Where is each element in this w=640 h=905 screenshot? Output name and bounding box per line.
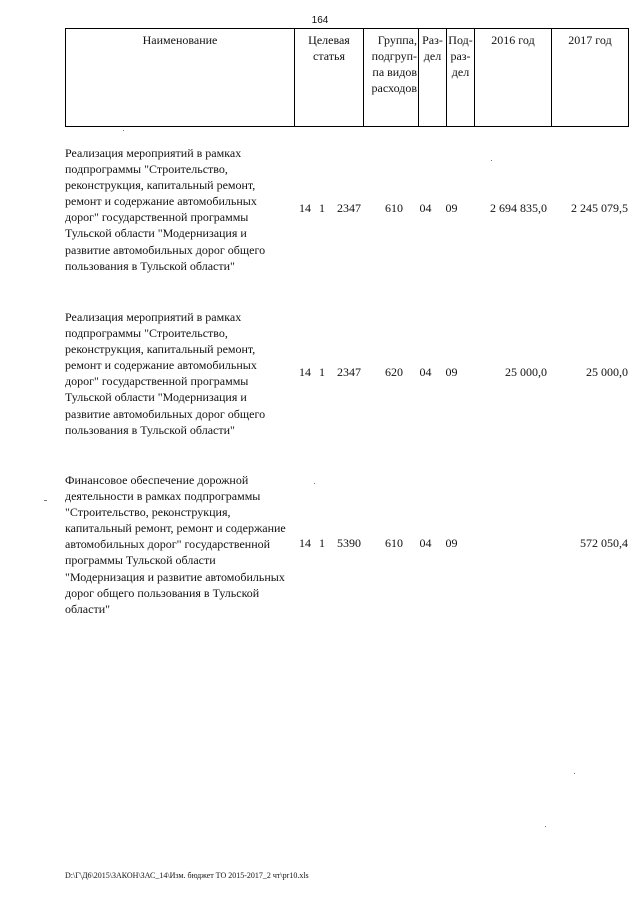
target-code-program: 14 [299,365,311,379]
target-code-program: 14 [299,201,311,215]
amount-2017: 2 245 079,5 [571,201,628,215]
scan-speck [44,500,47,501]
header-target-article: Целевая статья [295,29,364,127]
table-header [65,28,629,127]
scan-speck [314,483,315,484]
header-2017: 2017 год [552,29,629,127]
row-description: Финансовое обеспечение дорожной деятельности в рамках подпрограммы "Строительство, реконструкция, капитальный ремонт, ремонт и содержание автомобильных дорог" государственной программы Тульской области "Модернизация и развитие автомобильных дорог общего пользования в Тульской области" [65,473,286,616]
expense-group: 610 [385,536,403,550]
header-subsection: Под-раз-дел [447,29,475,127]
header-section: Раз-дел [419,29,447,127]
subsection: 09 [445,365,458,379]
expense-group: 610 [385,201,403,215]
scan-speck [545,826,546,827]
row-description: Реализация мероприятий в рамках подпрограммы "Строительство, реконструкция, капитальный ремонт, ремонт и содержание автомобильных дорог" государственной программы Тульской области "Модернизация и развитие автомобильных дорог общего пользования в Тульской области" [65,310,266,437]
target-code-direction: 2347 [337,365,361,379]
amount-2016: 25 000,0 [505,365,547,379]
amount-2016: 2 694 835,0 [490,201,547,215]
section: 04 [419,365,432,379]
subsection: 09 [445,536,458,550]
expense-group: 620 [385,365,403,379]
section: 04 [419,201,432,215]
section: 04 [419,536,432,550]
scan-speck [574,773,575,774]
target-code-subprogram: 1 [319,201,325,215]
subsection: 09 [445,201,458,215]
amount-2017: 25 000,0 [586,365,628,379]
page-number: 164 [311,15,329,26]
target-code-program: 14 [299,536,311,550]
target-code-subprogram: 1 [319,365,325,379]
target-code-direction: 2347 [337,201,361,215]
file-path-footer: D:\Г\Д6\2015\ЗАКОН\ЗАС_14\Изм. бюджет ТО 2015-2017_2 чт\pr10.xls [65,871,309,880]
header-2016: 2016 год [475,29,552,127]
header-expense-group: Группа, подгруп-па видов расходов [364,29,419,127]
amount-2017: 572 050,4 [580,536,628,550]
row-description: Реализация мероприятий в рамках подпрограммы "Строительство, реконструкция, капитальный ремонт, ремонт и содержание автомобильных дорог" государственной программы Тульской области "Модернизация и развитие автомобильных дорог общего пользования в Тульской области" [65,146,266,273]
scan-speck [491,160,492,161]
target-code-direction: 5390 [337,536,361,550]
scan-speck [123,130,124,131]
target-code-subprogram: 1 [319,536,325,550]
header-name: Наименование [66,29,295,127]
